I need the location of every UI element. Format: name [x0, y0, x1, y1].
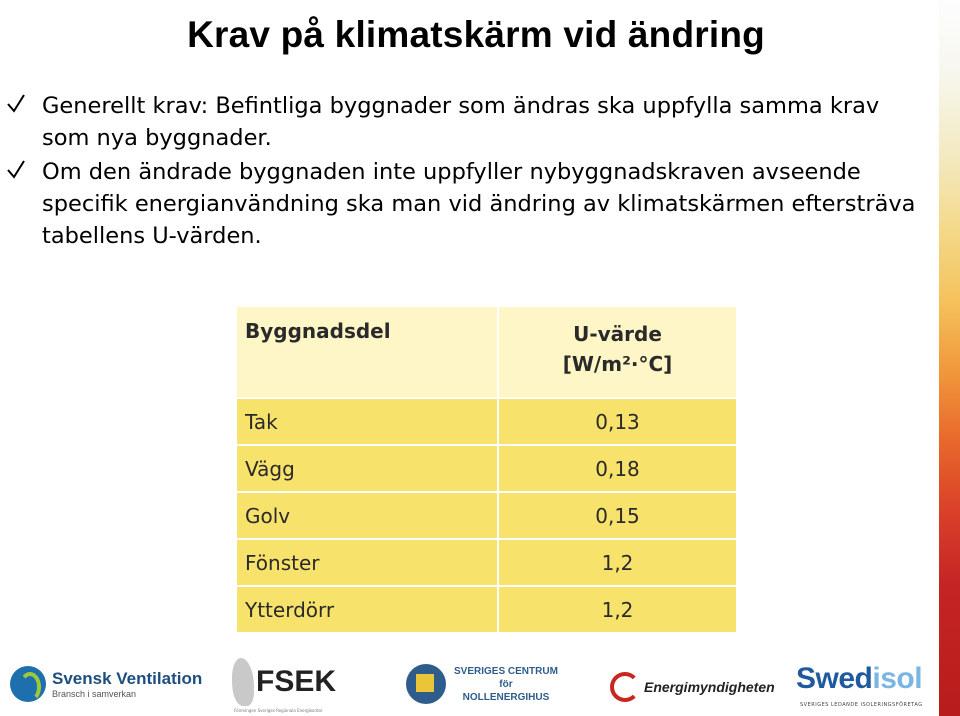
- table-row: [236, 586, 737, 633]
- sveriges-centrum-line3: NOLLENERGIHUS: [462, 691, 550, 703]
- bullet-item: [0, 90, 930, 154]
- svensk-ventilation-name: Svensk Ventilation: [52, 669, 203, 688]
- table-row: [236, 539, 737, 586]
- energimyndigheten-name: Energimyndigheten: [644, 679, 775, 695]
- row-part: Fönster: [236, 539, 498, 586]
- bullet-list: [0, 90, 930, 254]
- house-emblem-icon: [406, 664, 446, 704]
- table-row: [236, 445, 737, 492]
- swedisol-name-part1: Swed: [796, 662, 873, 695]
- sweden-map-icon: [232, 658, 254, 706]
- fsek-name: FSEK: [256, 665, 337, 698]
- fsek-tagline: Föreningen Sveriges Regionala Energikontor: [234, 708, 323, 713]
- svensk-ventilation-tagline: Bransch i samverkan: [52, 689, 137, 699]
- sveriges-centrum-logo: [406, 664, 558, 704]
- svensk-ventilation-mark-icon: [10, 666, 46, 702]
- slide-title: Krav på klimatskärm vid ändring: [187, 14, 765, 55]
- checkmark-icon: [6, 92, 26, 114]
- header-unit-label: [W/m²·°C]: [562, 352, 673, 376]
- sveriges-centrum-line1: SVERIGES CENTRUM: [454, 665, 558, 677]
- table-row: [236, 398, 737, 445]
- row-part: Golv: [236, 492, 498, 539]
- row-part: Ytterdörr: [236, 586, 498, 633]
- bullet-text: Generellt krav: Befintliga byggnader som ändras ska uppfylla samma krav som nya byggnader.: [42, 93, 880, 151]
- row-part: Vägg: [236, 445, 498, 492]
- table-header-row: [236, 306, 737, 398]
- row-value: 0,15: [498, 492, 737, 539]
- logo-footer: [0, 652, 939, 716]
- swedisol-name: [796, 662, 922, 696]
- energimyndigheten-logo: [610, 672, 775, 702]
- row-value: 0,13: [498, 398, 737, 445]
- u-value-table: [235, 305, 738, 634]
- header-value: [498, 306, 737, 398]
- row-value: 1,2: [498, 539, 737, 586]
- sveriges-centrum-line2: för: [499, 678, 513, 690]
- energimyndigheten-ring-icon: [610, 672, 640, 702]
- header-value-label: U-värde: [573, 322, 662, 346]
- bullet-item: [0, 156, 930, 252]
- table-row: [236, 492, 737, 539]
- swedisol-logo: [796, 662, 923, 708]
- header-part: Byggnadsdel: [236, 306, 498, 398]
- swedisol-tagline: SVERIGES LEDANDE ISOLERINGSFÖRETAG: [800, 702, 923, 708]
- swedisol-name-part2: isol: [872, 662, 923, 695]
- row-part: Tak: [236, 398, 498, 445]
- row-value: 0,18: [498, 445, 737, 492]
- svensk-ventilation-logo: [10, 666, 202, 702]
- decorative-gradient-bar: [939, 0, 960, 716]
- row-value: 1,2: [498, 586, 737, 633]
- fsek-logo: [232, 658, 337, 713]
- bullet-text: Om den ändrade byggnaden inte uppfyller nybyggnadskraven avseende specifik energianvändning ska man vid ändring av klimatskärmen eftersträva tabellens U-värden.: [42, 159, 916, 249]
- checkmark-icon: [6, 158, 26, 180]
